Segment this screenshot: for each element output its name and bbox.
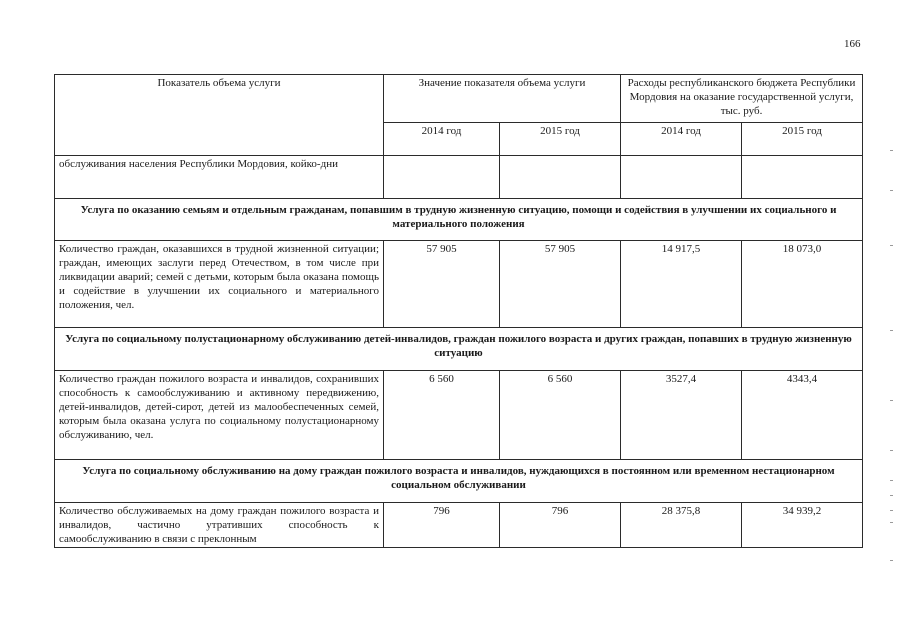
- section-title: Услуга по социальному обслуживанию на дому граждан пожилого возраста и инвалидов, нуждающихся в постоянном или временном нестационарном социальном обслуживании: [55, 460, 863, 503]
- expense-group-header: Расходы республиканского бюджета Республики Мордовия на оказание государственной услуги, тыс. руб.: [621, 75, 863, 123]
- value-cell: [500, 156, 621, 199]
- expense-cell: 14 917,5: [621, 241, 742, 328]
- section-row: [55, 460, 863, 503]
- expense-cell: 18 073,0: [742, 241, 863, 328]
- year-header: 2014 год: [621, 123, 742, 156]
- indicator-header: Показатель объема услуги: [55, 75, 384, 156]
- value-cell: 6 560: [384, 371, 500, 460]
- year-header: 2015 год: [742, 123, 863, 156]
- value-cell: 6 560: [500, 371, 621, 460]
- row-description: Количество граждан пожилого возраста и инвалидов, сохранивших способность к самообслуживанию и активному передвижению, детей-инвалидов, детей-сирот, детей из малообеспеченных семей, которым была оказана услуга по социальному полустационарному обслуживанию, чел.: [55, 371, 384, 460]
- scan-margin-marks: [887, 150, 897, 570]
- expense-cell: 4343,4: [742, 371, 863, 460]
- section-row: [55, 328, 863, 371]
- table-row: [55, 503, 863, 548]
- value-cell: 796: [384, 503, 500, 548]
- year-header: 2015 год: [500, 123, 621, 156]
- table-row: [55, 241, 863, 328]
- row-description: Количество граждан, оказавшихся в трудной жизненной ситуации; граждан, имеющих заслуги перед Отечеством, в том числе при ликвидации аварий; семей с детьми, которым была оказана помощь и содействие в улучшении их социального и материального положения, чел.: [55, 241, 384, 328]
- budget-table: [54, 74, 863, 548]
- section-title: Услуга по оказанию семьям и отдельным гражданам, попавшим в трудную жизненную ситуацию, помощи и содействия в улучшении их социального и материального положения: [55, 199, 863, 241]
- table-header-row: [55, 75, 863, 123]
- value-group-header: Значение показателя объема услуги: [384, 75, 621, 123]
- table-row: [55, 156, 863, 199]
- page-number: 166: [844, 38, 861, 50]
- section-row: [55, 199, 863, 241]
- expense-cell: 34 939,2: [742, 503, 863, 548]
- value-cell: 57 905: [384, 241, 500, 328]
- row-description: Количество обслуживаемых на дому граждан пожилого возраста и инвалидов, частично утративших способность к самообслуживанию в связи с преклонным: [55, 503, 384, 548]
- table-row: [55, 371, 863, 460]
- row-description: обслуживания населения Республики Мордовия, койко-дни: [55, 156, 384, 199]
- section-title: Услуга по социальному полустационарному обслуживанию детей-инвалидов, граждан пожилого возраста и других граждан, попавших в трудную жизненную ситуацию: [55, 328, 863, 371]
- expense-cell: 28 375,8: [621, 503, 742, 548]
- expense-cell: 3527,4: [621, 371, 742, 460]
- value-cell: 796: [500, 503, 621, 548]
- value-cell: 57 905: [500, 241, 621, 328]
- value-cell: [384, 156, 500, 199]
- expense-cell: [621, 156, 742, 199]
- year-header: 2014 год: [384, 123, 500, 156]
- expense-cell: [742, 156, 863, 199]
